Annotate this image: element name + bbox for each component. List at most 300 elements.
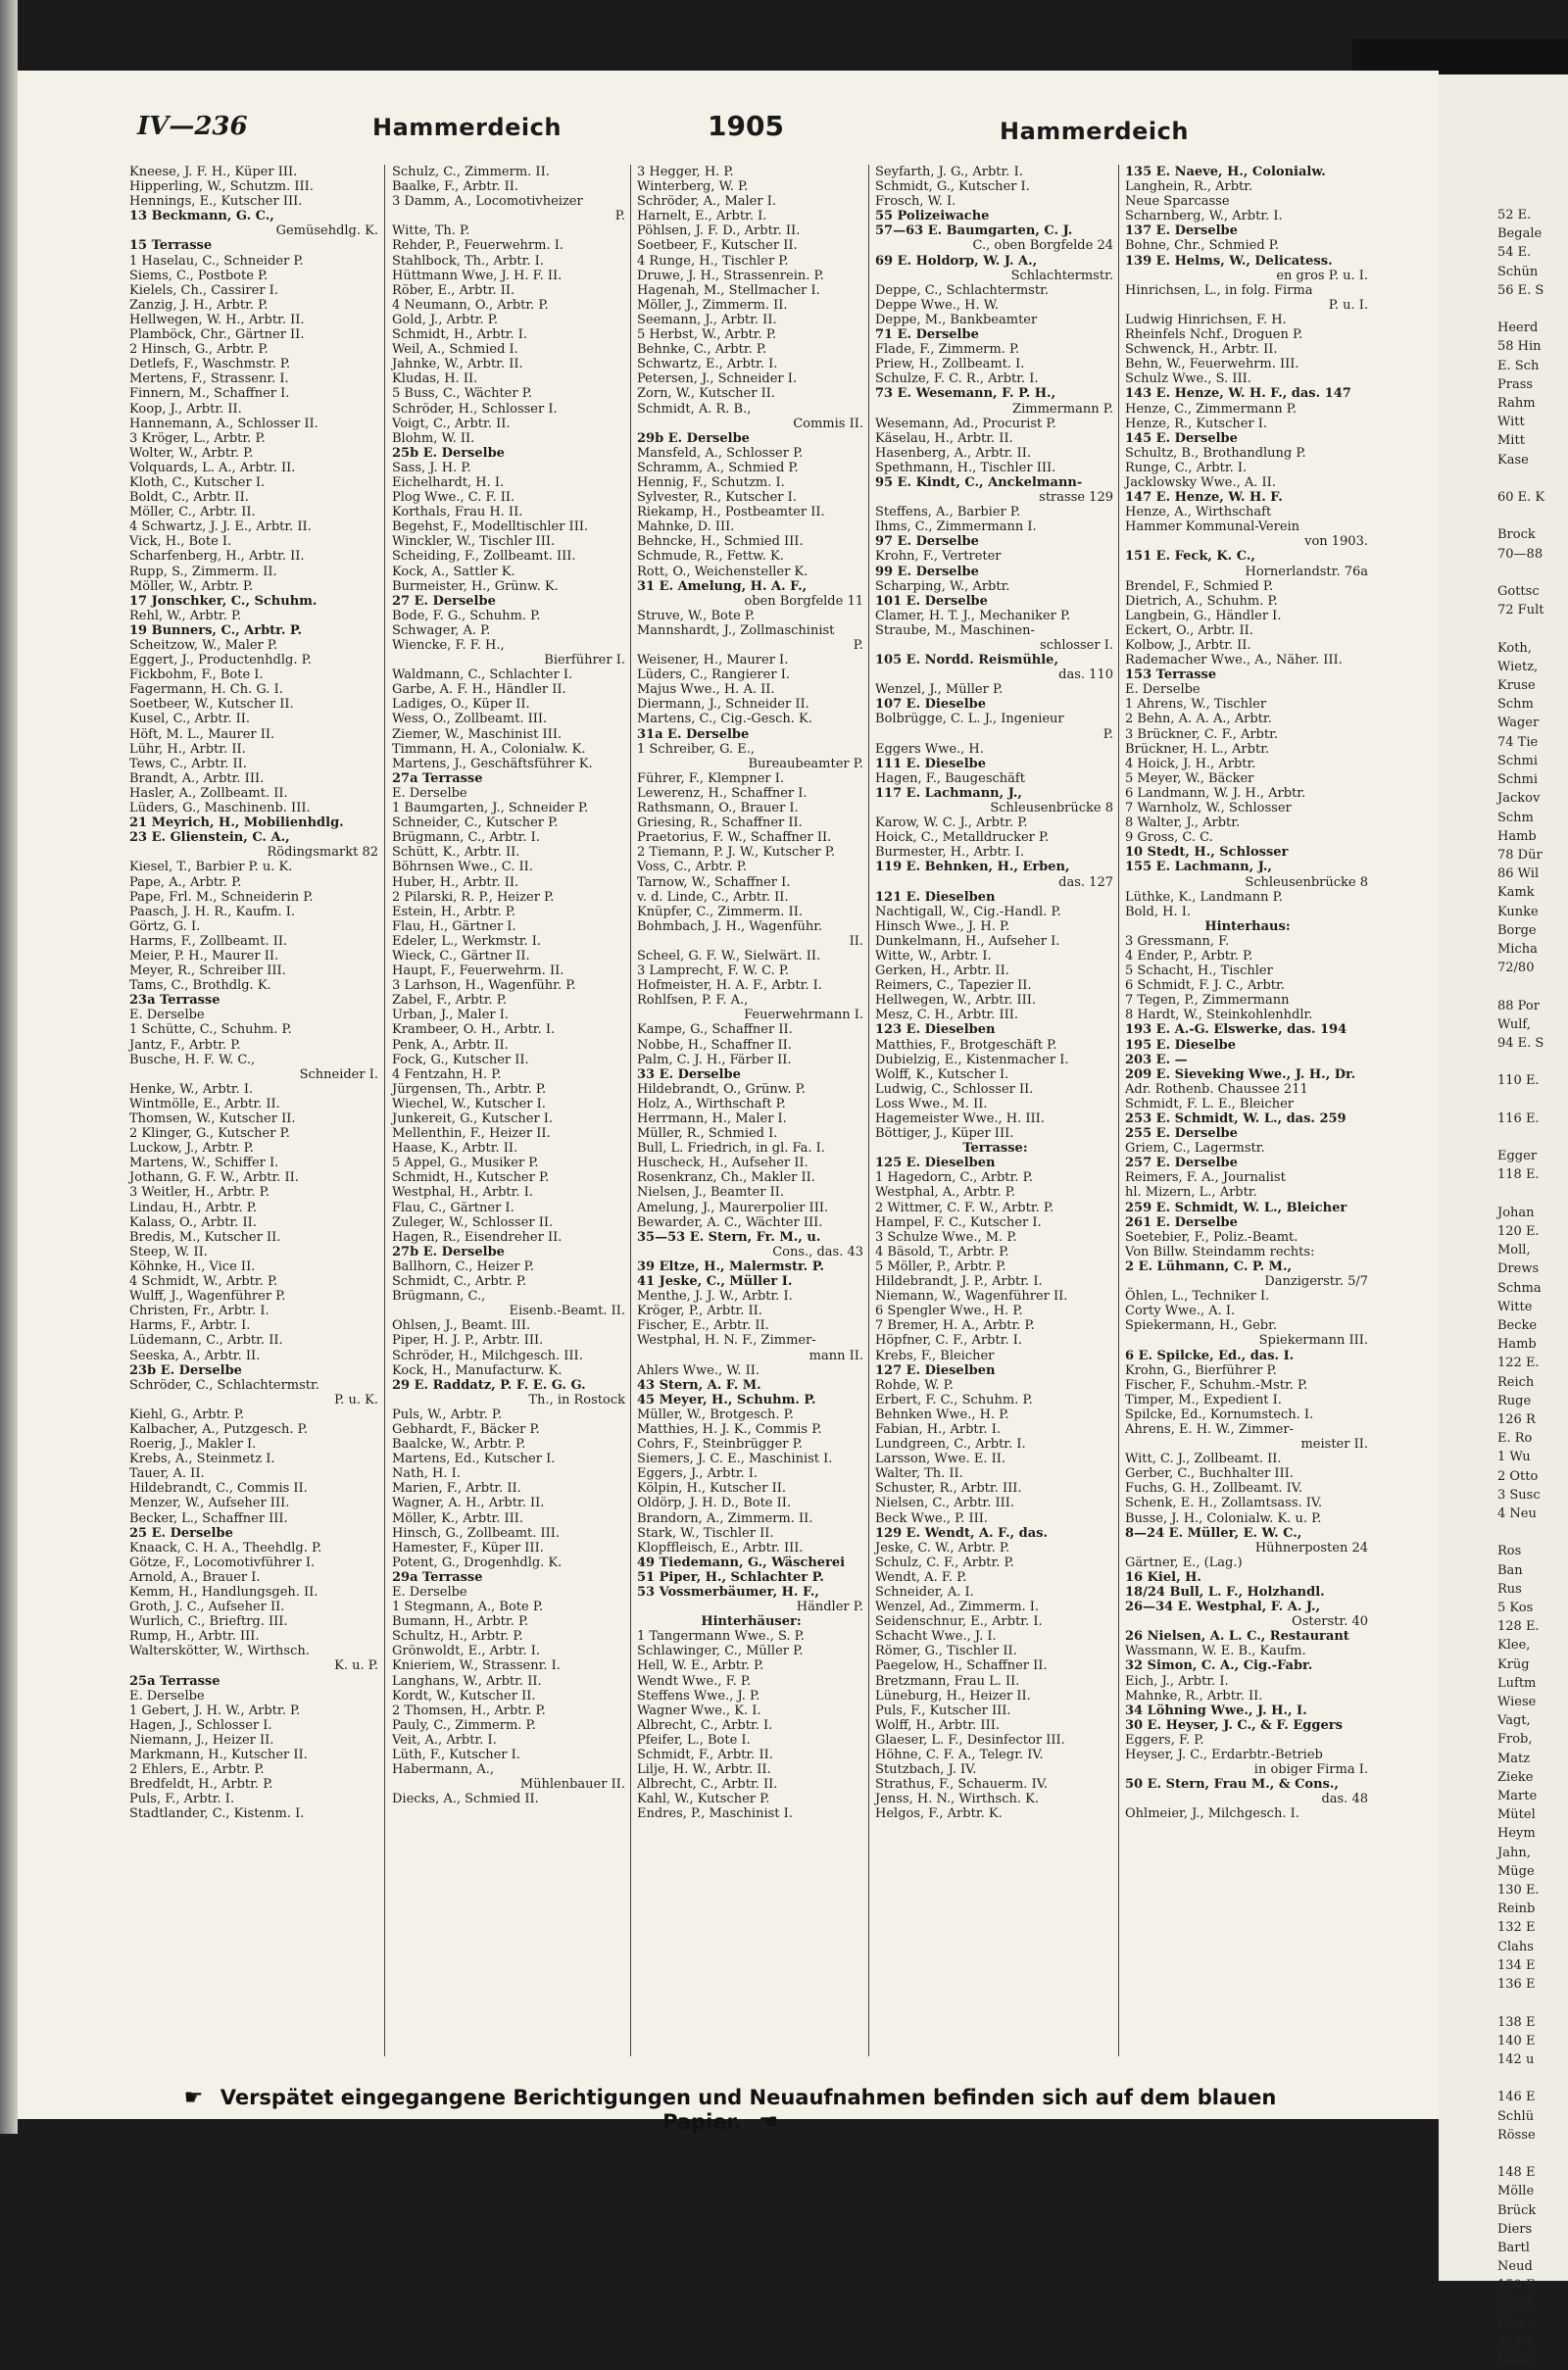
directory-entry: 8—24 E. Müller, E. W. C., (1125, 1525, 1302, 1541)
directory-entry: Glaeser, L. F., Desinfector III. (875, 1732, 1065, 1748)
directory-entry: Schütt, K., Arbtr. II. (392, 845, 520, 861)
directory-entry: Winterberg, W. P. (637, 179, 749, 195)
directory-entry: 34 Löhning Wwe., J. H., I. (1125, 1703, 1307, 1718)
directory-entry: Knieriem, W., Strassenr. I. (392, 1658, 561, 1674)
directory-entry: Fuchs, G. H., Zollbeamt. IV. (1125, 1481, 1303, 1497)
adjacent-page-fragment: 72/80 (1497, 961, 1535, 976)
directory-entry: Seeska, A., Arbtr. II. (129, 1348, 261, 1363)
directory-entry: oben Borgfelde 11 (744, 593, 863, 609)
directory-entry: Langbein, G., Händler I. (1125, 608, 1282, 623)
adjacent-page-fragment: 140 E (1497, 2033, 1536, 2049)
directory-entry: Witte, Th. P. (392, 223, 470, 239)
directory-entry: Bull, L. Friedrich, in gl. Fa. I. (637, 1141, 825, 1157)
directory-entry: Böhrnsen Wwe., C. II. (392, 860, 533, 875)
directory-entry: Voss, C., Arbtr. P. (637, 860, 747, 875)
directory-entry: 6 Schmidt, F. J. C., Arbtr. (1125, 978, 1285, 994)
directory-entry: Wolff, H., Arbtr. III. (875, 1717, 1000, 1733)
directory-entry: Stahlbock, Th., Arbtr. I. (392, 253, 544, 269)
directory-entry: Huber, H., Arbtr. II. (392, 874, 519, 890)
adjacent-page-fragment: Reich (1497, 1374, 1535, 1390)
directory-entry: Höpfner, C. F., Arbtr. I. (875, 1333, 1023, 1349)
directory-entry: Hühnerposten 24 (1254, 1540, 1368, 1555)
directory-entry: Höft, M. L., Maurer II. (129, 726, 275, 742)
adjacent-page-fragment: Mitt (1497, 433, 1525, 449)
directory-entry: Feuerwehrmann I. (744, 1008, 863, 1023)
directory-entry: Wendt Wwe., F. P. (637, 1673, 752, 1689)
directory-entry: Fabian, H., Arbtr. I. (875, 1421, 1001, 1437)
directory-entry: Cons., das. 43 (772, 1244, 863, 1259)
adjacent-page-fragment: 1 Wu (1497, 1450, 1531, 1465)
directory-entry: Sass, J. H. P. (392, 460, 471, 475)
directory-entry: Schröder, H., Milchgesch. III. (392, 1348, 583, 1363)
directory-entry: Seemann, J., Arbtr. II. (637, 312, 777, 327)
directory-entry: Flade, F., Zimmerm. P. (875, 342, 1020, 358)
directory-entry: Schultz, H., Arbtr. P. (392, 1629, 523, 1645)
directory-entry: Soetbeer, F., Kutscher II. (637, 238, 798, 254)
adjacent-page-fragment: 150 E (1497, 2278, 1536, 2294)
adjacent-page-fragment: 146 E (1497, 2090, 1536, 2105)
directory-entry: 2 Klinger, G., Kutscher P. (129, 1126, 290, 1142)
directory-entry: Niemann, W., Wagenführer II. (875, 1289, 1068, 1305)
adjacent-page-fragment: E. Sch (1497, 358, 1540, 373)
directory-entry: das. 48 (1321, 1792, 1368, 1807)
adjacent-page-fragment (1439, 507, 1568, 525)
directory-entry: 25 E. Derselbe (129, 1525, 233, 1541)
directory-entry: Mannshardt, J., Zollmaschinist (637, 622, 835, 638)
directory-entry: 71 E. Derselbe (875, 327, 979, 343)
adjacent-page-fragment: Marte (1497, 1789, 1538, 1804)
adjacent-page-fragment: Krüg (1497, 1656, 1530, 1672)
directory-entry: 29b E. Derselbe (637, 430, 750, 446)
next-page-edge (1439, 59, 1568, 2369)
directory-entry: Steep, W. II. (129, 1244, 208, 1259)
directory-entry: Lilje, H. W., Arbtr. II. (637, 1762, 771, 1778)
directory-entry: Runge, C., Arbtr. I. (1125, 460, 1248, 475)
column-rule (1118, 165, 1119, 2056)
directory-entry: Penk, A., Arbtr. II. (392, 1037, 509, 1053)
directory-entry: Burmester, H., Arbtr. I. (875, 845, 1025, 861)
directory-entry: 105 E. Nordd. Reismühle, (875, 653, 1058, 668)
directory-entry: Hellwegen, W. H., Arbtr. II. (129, 312, 305, 327)
directory-entry: Jantz, F., Arbtr. P. (129, 1037, 241, 1053)
directory-entry: Schwartz, E., Arbtr. I. (637, 357, 778, 372)
directory-entry: 6 E. Spilcke, Ed., das. I. (1125, 1348, 1295, 1363)
directory-entry: 5 Schacht, H., Tischler (1125, 963, 1273, 979)
directory-entry: 3 Schulze Wwe., M. P. (875, 1229, 1017, 1245)
directory-entry: Möller, W., Arbtr. P. (129, 578, 254, 594)
directory-entry: Lüth, F., Kutscher I. (392, 1748, 520, 1763)
directory-entry: 57—63 E. Baumgarten, C. J. (875, 223, 1073, 239)
directory-entry: Thomsen, W., Kutscher II. (129, 1111, 296, 1126)
directory-entry: Weisener, H., Maurer I. (637, 653, 789, 668)
directory-entry: Wassmann, W. E. B., Kaufm. (1125, 1644, 1306, 1659)
directory-entry: Kneese, J. F. H., Küper III. (129, 165, 298, 179)
directory-entry: Burmeister, H., Grünw. K. (392, 578, 559, 594)
directory-entry: Hannemann, A., Schlosser II. (129, 416, 318, 431)
directory-entry: 137 E. Derselbe (1125, 223, 1238, 239)
adjacent-page-fragment: Klee, (1497, 1638, 1531, 1654)
directory-entry: Zimmermann P. (1012, 401, 1113, 417)
directory-entry: Rathsmann, O., Brauer I. (637, 801, 799, 816)
directory-entry: Marien, F., Arbtr. II. (392, 1481, 521, 1497)
directory-entry: 69 E. Holdorp, W. J. A., (875, 253, 1038, 269)
directory-entry: 195 E. Dieselbe (1125, 1037, 1236, 1053)
directory-entry: 33 E. Derselbe (637, 1066, 741, 1082)
adjacent-page-fragment: 5 Kos (1497, 1601, 1534, 1616)
directory-entry: Wiechel, W., Kutscher I. (392, 1096, 546, 1111)
year-heading: 1905 (708, 110, 784, 142)
directory-entry: Hinsch Wwe., J. H. P. (875, 918, 1010, 934)
adjacent-page-fragment (1439, 300, 1568, 319)
directory-entry: Führer, F., Klempner I. (637, 770, 785, 786)
directory-entry: 3 Kröger, L., Arbtr. P. (129, 430, 266, 446)
directory-entry: 129 E. Wendt, A. F., das. (875, 1525, 1049, 1541)
directory-entry: Begehst, F., Modelltischler III. (392, 519, 589, 535)
directory-entry: 1 Schreiber, G. E., (637, 741, 756, 757)
directory-entry: Hampel, F. C., Kutscher I. (875, 1214, 1042, 1230)
directory-entry: Rademacher Wwe., A., Näher. III. (1125, 653, 1343, 668)
directory-entry: 2 Pilarski, R. P., Heizer P. (392, 889, 555, 905)
adjacent-page-fragment: Hamb (1497, 828, 1537, 844)
directory-entry: II. (849, 933, 863, 949)
directory-entry: Menzer, W., Aufseher III. (129, 1496, 290, 1511)
directory-entry: 16 Kiel, H. (1125, 1569, 1201, 1585)
directory-entry: Spilcke, Ed., Kornumstech. I. (1125, 1407, 1314, 1422)
directory-entry: Ludwig, C., Schlosser II. (875, 1081, 1034, 1097)
directory-entry: 4 Bäsold, T., Arbtr. P. (875, 1244, 1009, 1259)
adjacent-page-fragment: Ros (1497, 1544, 1522, 1559)
directory-entry: Terrasse: (962, 1141, 1028, 1157)
directory-entry: P. (1102, 726, 1113, 742)
directory-entry: 6 Spengler Wwe., H. P. (875, 1304, 1023, 1319)
directory-entry: Fagermann, H. Ch. G. I. (129, 682, 283, 698)
directory-entry: 9 Gross, C. C. (1125, 830, 1213, 846)
directory-entry: Schröder, H., Schlosser I. (392, 401, 558, 417)
directory-entry: Mahnke, R., Arbtr. II. (1125, 1688, 1263, 1703)
directory-entry: Witt, C. J., Zollbeamt. II. (1125, 1452, 1282, 1467)
directory-entry: Neue Sparcasse (1125, 194, 1230, 210)
directory-entry: Westphal, H. N. F., Zimmer- (637, 1333, 816, 1349)
directory-entry: in obiger Firma I. (1253, 1762, 1368, 1778)
directory-entry: Henze, A., Wirthschaft (1125, 505, 1272, 520)
adjacent-page-fragment: 94 E. S (1497, 1035, 1544, 1051)
directory-entry: 1 Tangermann Wwe., S. P. (637, 1629, 805, 1645)
directory-entry: Hipperling, W., Schutzm. III. (129, 179, 314, 195)
directory-entry: 49 Tiedemann, G., Wäscherei (637, 1555, 846, 1570)
directory-entry: Dunkelmann, H., Aufseher I. (875, 933, 1060, 949)
directory-entry: Sylvester, R., Kutscher I. (637, 490, 797, 506)
directory-entry: Diermann, J., Schneider II. (637, 697, 809, 713)
directory-entry: 26 Nielsen, A. L. C., Restaurant (1125, 1629, 1349, 1645)
directory-column-1 (129, 165, 380, 1822)
directory-entry: Stark, W., Tischler II. (637, 1525, 774, 1541)
directory-entry: Eisenb.-Beamt. II. (509, 1304, 625, 1319)
directory-entry: Schleusenbrücke 8 (990, 801, 1113, 816)
adjacent-page-fragment: Mütel (1497, 1807, 1536, 1823)
directory-entry: Majus Wwe., H. A. II. (637, 682, 775, 698)
directory-entry: Arnold, A., Brauer I. (129, 1569, 261, 1585)
directory-entry: Baalcke, W., Arbtr. P. (392, 1437, 526, 1453)
adjacent-page-fragment: Schlü (1497, 2108, 1535, 2124)
adjacent-page-fragment: 134 E (1497, 1957, 1536, 1973)
directory-entry: Wagner Wwe., K. I. (637, 1703, 761, 1718)
directory-entry: Corty Wwe., A. I. (1125, 1304, 1236, 1319)
directory-entry: Baalke, F., Arbtr. II. (392, 179, 519, 195)
directory-entry: Adr. Rothenb. Chaussee 211 (1125, 1081, 1308, 1097)
directory-entry: Ahrens, E. H. W., Zimmer- (1125, 1421, 1294, 1437)
directory-entry: Kusel, C., Arbtr. II. (129, 712, 251, 727)
directory-entry: 4 Schmidt, W., Arbtr. P. (129, 1274, 278, 1290)
directory-entry: Diecks, A., Schmied II. (392, 1792, 539, 1807)
directory-entry: Wendt, A. F. P. (875, 1569, 967, 1585)
adjacent-page-fragment (1439, 1994, 1568, 2012)
directory-entry: 4 Neumann, O., Arbtr. P. (392, 297, 549, 313)
directory-entry: Kiesel, T., Barbier P. u. K. (129, 860, 293, 875)
directory-entry: Nath, H. I. (392, 1466, 461, 1482)
adjacent-page-fragment: 148 E (1497, 2165, 1536, 2181)
directory-entry: strasse 129 (1039, 490, 1113, 506)
footer-text: Verspätet eingegangene Berichtigungen und Neuaufnahmen befinden sich auf dem blauen Papier. (220, 2086, 1277, 2134)
directory-entry: Kölpin, H., Kutscher II. (637, 1481, 786, 1497)
directory-entry: 257 E. Derselbe (1125, 1156, 1238, 1171)
directory-entry: 26—34 E. Westphal, F. A. J., (1125, 1600, 1321, 1615)
directory-entry: Clamer, H. T. J., Mechaniker P. (875, 608, 1071, 623)
adjacent-page-fragment: Luftm (1497, 1675, 1537, 1691)
adjacent-page-fragment: Mölle (1497, 2184, 1535, 2199)
directory-entry: Winckler, W., Tischler III. (392, 534, 556, 550)
directory-entry: Kloth, C., Kutscher I. (129, 474, 266, 490)
directory-entry: Christen, Fr., Arbtr. I. (129, 1304, 270, 1319)
directory-entry: Schmidt, H., Kutscher P. (392, 1170, 550, 1186)
directory-entry: Brückner, H. L., Arbtr. (1125, 741, 1270, 757)
directory-entry: 3 Damm, A., Locomotivheizer (392, 194, 583, 210)
directory-entry: Hell, W. E., Arbtr. P. (637, 1658, 764, 1674)
directory-entry: Wolter, W., Arbtr. P. (129, 445, 254, 461)
directory-entry: Rohde, W. P. (875, 1377, 954, 1393)
directory-entry: 4 Schwartz, J. J. E., Arbtr. II. (129, 519, 312, 535)
adjacent-page-fragment: 88 Por (1497, 998, 1540, 1013)
directory-entry: Hildebrandt, C., Commis II. (129, 1481, 308, 1497)
directory-entry: Gemüsehdlg. K. (275, 223, 378, 239)
directory-entry: Schacht Wwe., J. I. (875, 1629, 997, 1645)
directory-entry: 29 E. Raddatz, P. F. E. G. G. (392, 1377, 586, 1393)
directory-entry: Cohrs, F., Steinbrügger P. (637, 1437, 803, 1453)
directory-entry: 127 E. Dieselben (875, 1362, 996, 1378)
directory-entry: Spiekermann, H., Gebr. (1125, 1318, 1278, 1334)
adjacent-page-fragment: Vagt, (1497, 1713, 1531, 1729)
adjacent-page-fragment: Schm (1497, 810, 1534, 825)
directory-entry: Brandorn, A., Zimmerm. II. (637, 1510, 813, 1526)
directory-entry: Hüttmann Wwe, J. H. F. II. (392, 268, 563, 283)
directory-entry: Hildebrandt, J. P., Arbtr. I. (875, 1274, 1043, 1290)
directory-entry: Krohn, G., Bierführer P. (1125, 1362, 1277, 1378)
directory-entry: Mansfeld, A., Schlosser P. (637, 445, 804, 461)
directory-entry: Behnke, C., Arbtr. P. (637, 342, 767, 358)
adjacent-page-fragment (1439, 2069, 1568, 2088)
directory-entry: Kampe, G., Schaffner II. (637, 1022, 793, 1038)
directory-entry: Scharfenberg, H., Arbtr. II. (129, 549, 305, 565)
adjacent-page-fragment: Kamk (1497, 885, 1535, 901)
directory-entry: Seidenschnur, E., Arbtr. I. (875, 1614, 1043, 1630)
directory-entry: 2 Wittmer, C. F. W., Arbtr. P. (875, 1200, 1054, 1215)
adjacent-page-fragment: Micha (1497, 941, 1538, 957)
directory-entry: Tews, C., Arbtr. II. (129, 756, 247, 771)
directory-entry: Wintmölle, E., Arbtr. II. (129, 1096, 280, 1111)
directory-entry: Bumann, H., Arbtr. P. (392, 1614, 529, 1630)
adjacent-page-fragment: Wiese (1497, 1695, 1537, 1710)
adjacent-page-fragment: Heym (1497, 1826, 1536, 1842)
directory-entry: Griem, C., Lagermstr. (1125, 1141, 1265, 1157)
directory-entry: Martens, J., Geschäftsführer K. (392, 756, 593, 771)
directory-entry: 18/24 Bull, L. F., Holzhandl. (1125, 1585, 1325, 1600)
directory-entry: Timper, M., Expedient I. (1125, 1392, 1282, 1407)
adjacent-page-fragment: 56 E. S (1497, 282, 1544, 298)
directory-entry: Hasenberg, A., Arbtr. II. (875, 445, 1032, 461)
directory-entry: Garbe, A. F. H., Händler II. (392, 682, 566, 698)
directory-entry: Busche, H. F. W. C., (129, 1052, 256, 1067)
directory-entry: Hennig, F., Schutzm. I. (637, 474, 785, 490)
directory-entry: Holz, A., Wirthschaft P. (637, 1096, 786, 1111)
adjacent-page-fragment: 126 R (1497, 1412, 1536, 1427)
directory-entry: Habermann, A., (392, 1762, 495, 1778)
directory-entry: Schlawinger, C., Müller P. (637, 1644, 804, 1659)
directory-entry: Bohmbach, J. H., Wagenführ. (637, 918, 823, 934)
directory-entry: E. Derselbe (129, 1688, 205, 1703)
directory-entry: 101 E. Derselbe (875, 593, 988, 609)
directory-entry: Schneider, C., Kutscher P. (392, 815, 559, 831)
directory-column-2 (392, 165, 627, 1806)
directory-entry: Käselau, H., Arbtr. II. (875, 430, 1013, 446)
directory-entry: Th., in Rostock (528, 1392, 625, 1407)
adjacent-page-fragment: Becke (1497, 1317, 1538, 1333)
directory-entry: Mertens, F., Strassenr. I. (129, 371, 289, 387)
directory-entry: Harms, F., Zollbeamt. II. (129, 933, 288, 949)
directory-entry: Römer, G., Tischler II. (875, 1644, 1017, 1659)
directory-entry: Ohlsen, J., Beamt. III. (392, 1318, 531, 1334)
directory-entry: Krebs, F., Bleicher (875, 1348, 995, 1363)
directory-entry: Pfeifer, L., Bote I. (637, 1732, 751, 1748)
directory-entry: Busse, J. H., Colonialw. K. u. P. (1125, 1510, 1322, 1526)
page-number: IV—236 (137, 112, 248, 141)
directory-entry: Pauly, C., Zimmerm. P. (392, 1717, 536, 1733)
directory-entry: Wenzel, J., Müller P. (875, 682, 1004, 698)
directory-entry: Fickbohm, F., Bote I. (129, 667, 264, 683)
directory-entry: C., oben Borgfelde 24 (972, 238, 1113, 254)
directory-entry: Wiencke, F. F. H., (392, 638, 505, 653)
directory-entry: Lüders, C., Rangierer I. (637, 667, 790, 683)
adjacent-page-fragment: 60 E. K (1497, 490, 1545, 506)
directory-entry: Schneider I. (299, 1066, 378, 1082)
directory-entry: Spethmann, H., Tischler III. (875, 460, 1056, 475)
directory-entry: Endres, P., Maschinist I. (637, 1806, 793, 1822)
directory-entry: Gold, J., Arbtr. P. (392, 312, 498, 327)
directory-entry: Karow, W. C. J., Arbtr. P. (875, 815, 1028, 831)
pointing-hand-icon: ☛ (183, 2086, 204, 2110)
directory-entry: Gebhardt, F., Bäcker P. (392, 1421, 540, 1437)
directory-entry: Müller, W., Brotgesch. P. (637, 1407, 794, 1422)
directory-entry: Hamester, F., Küper III. (392, 1540, 544, 1555)
directory-entry: Kock, H., Manufacturw. K. (392, 1362, 563, 1378)
directory-entry: Eggers, J., Arbtr. I. (637, 1466, 759, 1482)
directory-entry: 5 Appel, G., Musiker P. (392, 1156, 539, 1171)
directory-entry: Böttiger, J., Küper III. (875, 1126, 1014, 1142)
directory-entry: Hellwegen, W., Arbtr. III. (875, 993, 1037, 1009)
directory-entry: 41 Jeske, C., Müller I. (637, 1274, 793, 1290)
directory-entry: Meier, P. H., Maurer II. (129, 948, 279, 963)
directory-entry: 2 Behn, A. A. A., Arbtr. (1125, 712, 1272, 727)
directory-entry: Kielels, Ch., Cassirer I. (129, 282, 278, 298)
directory-entry: Lewerenz, H., Schaffner I. (637, 785, 808, 801)
directory-entry: 23a Terrasse (129, 993, 220, 1009)
directory-entry: Schenk, E. H., Zollamtsass. IV. (1125, 1496, 1323, 1511)
directory-entry: Heyser, J. C., Erdarbtr.-Betrieb (1125, 1748, 1323, 1763)
directory-entry: Flau, H., Gärtner I. (392, 918, 516, 934)
directory-entry: 121 E. Dieselben (875, 889, 996, 905)
directory-entry: Rödingsmarkt 82 (267, 845, 378, 861)
directory-entry: Schmidt, F., Arbtr. II. (637, 1748, 773, 1763)
adjacent-page-fragment: 132 E (1497, 1920, 1536, 1936)
directory-entry: 5 Möller, P., Arbtr. P. (875, 1259, 1006, 1274)
directory-entry: Höhne, C. F. A., Telegr. IV. (875, 1748, 1044, 1763)
directory-entry: Jacklowsky Wwe., A. II. (1125, 474, 1276, 490)
directory-entry: Kludas, H. II. (392, 371, 478, 387)
directory-entry: Urban, J., Maler I. (392, 1008, 510, 1023)
directory-entry: Wurlich, C., Brieftrg. III. (129, 1614, 288, 1630)
directory-entry: Rott, O., Weichensteller K. (637, 564, 808, 579)
directory-entry: Voigt, C., Arbtr. II. (392, 416, 511, 431)
directory-entry: Schuster, R., Arbtr. III. (875, 1481, 1022, 1497)
directory-entry: Huscheck, H., Aufseher II. (637, 1156, 808, 1171)
directory-entry: 259 E. Schmidt, W. L., Bleicher (1125, 1200, 1348, 1215)
adjacent-page-fragment: Ruge (1497, 1393, 1532, 1408)
directory-entry: Groth, J. C., Aufseher II. (129, 1600, 285, 1615)
directory-entry: Schmidt, A. R. B., (637, 401, 752, 417)
directory-entry: Loss Wwe., M. II. (875, 1096, 988, 1111)
directory-entry: Bretzmann, Frau L. II. (875, 1673, 1020, 1689)
directory-entry: 2 Thomsen, H., Arbtr. P. (392, 1703, 546, 1718)
directory-entry: Eggers, F. P. (1125, 1732, 1204, 1748)
directory-entry: Hasler, A., Zollbeamt. II. (129, 785, 288, 801)
adjacent-page-fragment: Bartl (1497, 2240, 1530, 2255)
directory-entry: Bredis, M., Kutscher II. (129, 1229, 281, 1245)
adjacent-page-fragment (1439, 977, 1568, 996)
directory-entry: 117 E. Lachmann, J., (875, 785, 1022, 801)
adjacent-page-fragment: Prass (1497, 376, 1534, 392)
directory-entry: Spiekermann III. (1258, 1333, 1368, 1349)
directory-entry: Roerig, J., Makler I. (129, 1437, 257, 1453)
directory-entry: 51 Piper, H., Schlachter P. (637, 1569, 824, 1585)
directory-entry: Behn, W., Feuerwehrm. III. (1125, 357, 1299, 372)
adjacent-page-fragment: 116 E. (1497, 1111, 1540, 1126)
book-binding-edge (0, 0, 18, 2134)
directory-entry: Ihms, C., Zimmermann I. (875, 519, 1037, 535)
directory-entry: Pöhlsen, J. F. D., Arbtr. II. (637, 223, 801, 239)
adjacent-page-fragment: Rahm (1497, 396, 1536, 412)
directory-entry: 27b E. Derselbe (392, 1244, 505, 1259)
adjacent-page-fragment: Matz (1497, 1751, 1531, 1766)
directory-entry: Palm, C. J. H., Färber II. (637, 1052, 792, 1067)
directory-entry: Zanzig, J. H., Arbtr. P. (129, 297, 269, 313)
directory-entry: Lindau, H., Arbtr. P. (129, 1200, 258, 1215)
directory-entry: Götze, F., Locomotivführer I. (129, 1555, 316, 1570)
directory-entry: Bureaubeamter P. (748, 756, 863, 771)
directory-entry: Schramm, A., Schmied P. (637, 460, 799, 475)
adjacent-page-fragment (1439, 469, 1568, 488)
directory-entry: Brügmann, C., (392, 1289, 486, 1305)
directory-entry: Ahlers Wwe., W. II. (637, 1362, 760, 1378)
directory-entry: Lüneburg, H., Heizer II. (875, 1688, 1031, 1703)
directory-entry: 45 Meyer, H., Schuhm. P. (637, 1392, 816, 1407)
